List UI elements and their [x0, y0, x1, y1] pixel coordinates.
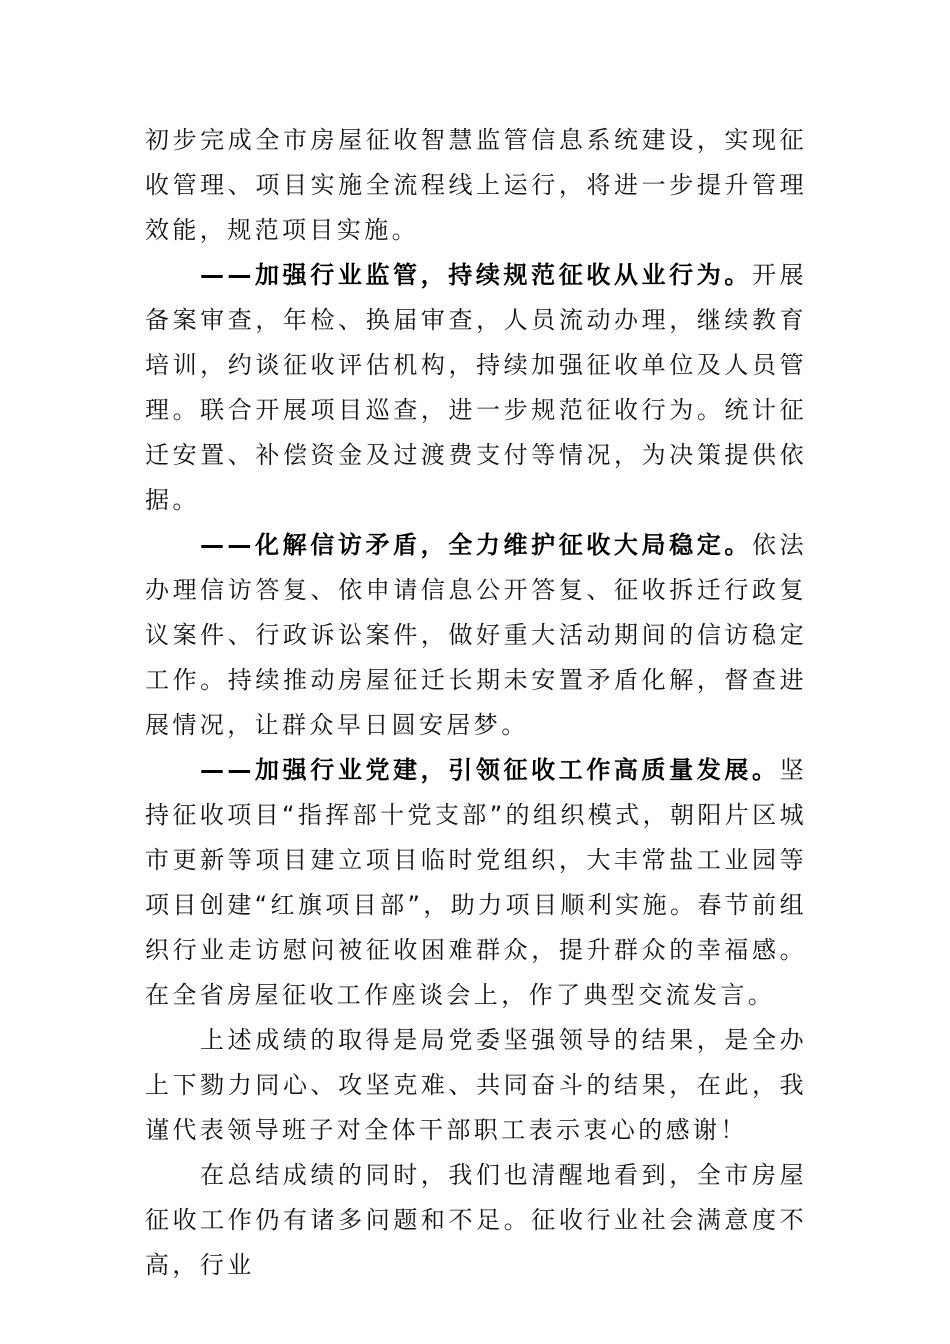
document-page	[145, 118, 807, 1288]
paragraph-heading: ——加强行业党建，引领征收工作高质量发展。	[200, 756, 780, 784]
paragraph-heading: ——加强行业监管，持续规范征收从业行为。	[200, 261, 752, 289]
paragraph-party-building	[145, 748, 807, 1018]
paragraph-petition-resolution	[145, 523, 807, 748]
paragraph-problems	[145, 1153, 807, 1288]
paragraph-heading: ——化解信访矛盾，全力维护征收大局稳定。	[200, 531, 752, 559]
paragraph-text: 开展备案审查，年检、换届审查，人员流动办理，继续教育培训，约谈征收评估机构，持续加强征收单位及人员管理。联合开展项目巡查，进一步规范征收行为。统计征迁安置、补偿资金及过渡费支付等情况，为决策提供依据。	[145, 261, 807, 514]
paragraph-acknowledgement	[145, 1018, 807, 1153]
paragraph-industry-supervision	[145, 253, 807, 523]
paragraph-text: 坚持征收项目“指挥部十党支部”的组织模式，朝阳片区城市更新等项目建立项目临时党组织，大丰常盐工业园等项目创建“红旗项目部”，助力项目顺利实施。春节前组织行业走访慰问被征收困难群众，提升群众的幸福感。在全省房屋征收工作座谈会上，作了典型交流发言。	[145, 756, 807, 1009]
paragraph-text: 依法办理信访答复、依申请信息公开答复、征收拆迁行政复议案件、行政诉讼案件，做好重大活动期间的信访稳定工作。持续推动房屋征迁长期未安置矛盾化解，督查进展情况，让群众早日圆安居梦。	[145, 531, 807, 739]
paragraph-text: 在总结成绩的同时，我们也清醒地看到，全市房屋征收工作仍有诸多问题和不足。征收行业社会满意度不高，行业	[145, 1161, 807, 1279]
paragraph-text: 上述成绩的取得是局党委坚强领导的结果，是全办上下勠力同心、攻坚克难、共同奋斗的结果，在此，我谨代表领导班子对全体干部职工表示衷心的感谢！	[145, 1026, 807, 1144]
paragraph-system-construction	[145, 118, 807, 253]
paragraph-text: 初步完成全市房屋征收智慧监管信息系统建设，实现征收管理、项目实施全流程线上运行，将进一步提升管理效能，规范项目实施。	[145, 126, 807, 244]
